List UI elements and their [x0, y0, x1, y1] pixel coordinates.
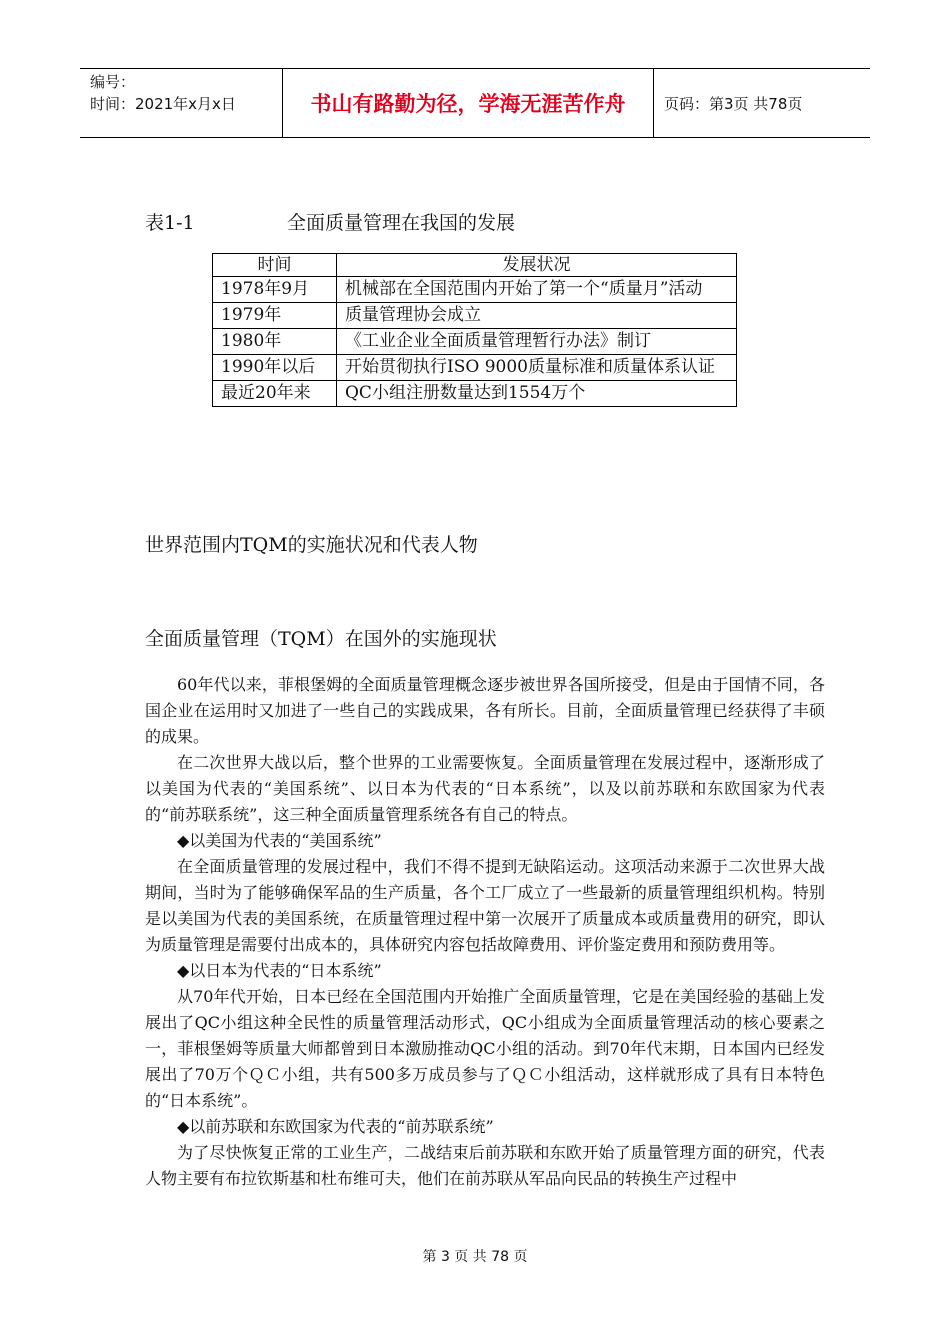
table-row: [213, 381, 737, 407]
subheading-japan: ◆以日本为代表的“日本系统”: [177, 961, 382, 980]
subheading-us: ◆以美国为代表的“美国系统”: [177, 831, 382, 850]
section-heading-abroad: 全面质量管理（TQM）在国外的实施现状: [145, 628, 497, 650]
document-date: 时间：2021年x月x日: [90, 95, 236, 113]
cell-status: 《工业企业全面质量管理暂行办法》制订: [337, 329, 737, 355]
cell-status: 质量管理协会成立: [337, 303, 737, 329]
document-number-label: 编号：: [90, 73, 136, 91]
section-heading-world: 世界范围内TQM的实施状况和代表人物: [145, 534, 478, 556]
cell-time: 1978年9月: [213, 277, 337, 303]
subheading-ussr: ◆以前苏联和东欧国家为代表的“前苏联系统”: [177, 1117, 494, 1136]
table-row: [213, 355, 737, 381]
cell-time: 最近20年来: [213, 381, 337, 407]
header-meta: [80, 69, 282, 137]
paragraph: 在二次世界大战以后，整个世界的工业需要恢复。全面质量管理在发展过程中，逐渐形成了以美国为代表的“美国系统”、以日本为代表的“日本系统”，以及以前苏联和东欧国家为代表的“前苏联系统”，这三种全面质量管理系统各有自己的特点。: [145, 753, 825, 824]
cell-status: 开始贯彻执行ISO 9000质量标准和质量体系认证: [337, 355, 737, 381]
paragraph: 从70年代开始，日本已经在全国范围内开始推广全面质量管理，它是在美国经验的基础上发展出了QC小组这种全民性的质量管理活动形式，QC小组成为全面质量管理活动的核心要素之一，菲根堡姆等质量大师都曾到日本激励推动QC小组的活动。到70年代末期，日本国内已经发展出了70万个ＱＣ小组，共有500多万成员参与了ＱＣ小组活动，这样就形成了具有日本特色的“日本系统”。: [145, 987, 825, 1110]
page-header: [80, 68, 870, 138]
table-caption: [145, 208, 515, 235]
column-header-status: 发展状况: [337, 254, 737, 277]
paragraph: 60年代以来，菲根堡姆的全面质量管理概念逐步被世界各国所接受，但是由于国情不同，各国企业在运用时又加进了一些自己的实践成果，各有所长。目前，全面质量管理已经获得了丰硕的成果。: [145, 675, 825, 746]
table-row: [213, 329, 737, 355]
body-text: [145, 672, 825, 1192]
cell-status: 机械部在全国范围内开始了第一个“质量月”活动: [337, 277, 737, 303]
column-header-time: 时间: [213, 254, 337, 277]
header-motto: 书山有路勤为径，学海无涯苦作舟: [282, 69, 654, 137]
header-page-info: 页码：第3页 共78页: [664, 94, 803, 113]
table-row: [213, 303, 737, 329]
cell-time: 1980年: [213, 329, 337, 355]
development-table: [212, 253, 737, 407]
cell-time: 1979年: [213, 303, 337, 329]
table-header-row: [213, 254, 737, 277]
paragraph: 在全面质量管理的发展过程中，我们不得不提到无缺陷运动。这项活动来源于二次世界大战期间，当时为了能够确保军品的生产质量，各个工厂成立了一些最新的质量管理组织机构。特别是以美国为代表的美国系统，在质量管理过程中第一次展开了质量成本或质量费用的研究，即认为质量管理是需要付出成本的，具体研究内容包括故障费用、评价鉴定费用和预防费用等。: [145, 857, 825, 954]
table-title: 全面质量管理在我国的发展: [287, 212, 516, 234]
cell-status: QC小组注册数量达到1554万个: [337, 381, 737, 407]
page-footer: 第 3 页 共 78 页: [422, 1249, 528, 1265]
table-row: [213, 277, 737, 303]
cell-time: 1990年以后: [213, 355, 337, 381]
table-number: 表1-1: [145, 212, 195, 234]
paragraph: 为了尽快恢复正常的工业生产，二战结束后前苏联和东欧开始了质量管理方面的研究，代表人物主要有布拉钦斯基和杜布维可夫，他们在前苏联从军品向民品的转换生产过程中: [145, 1143, 825, 1188]
